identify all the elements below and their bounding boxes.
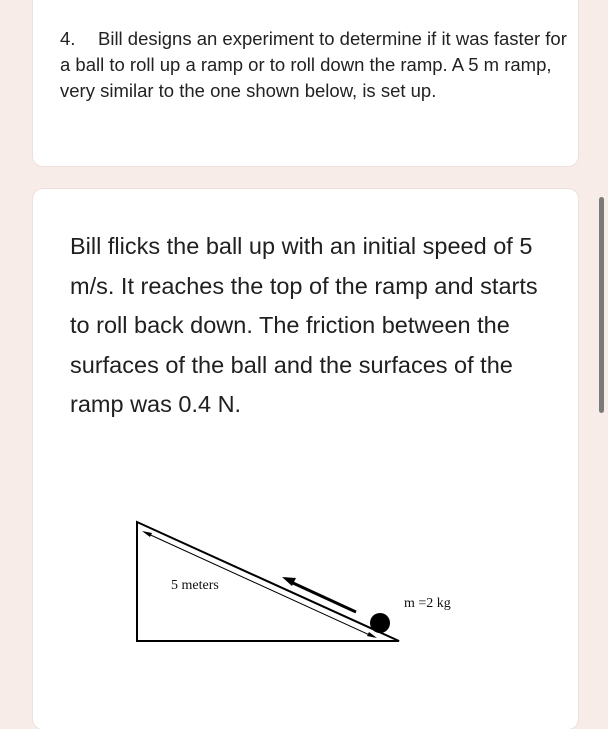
question-text: Bill designs an experiment to determine if it was faster for a ball to roll up a ramp or to roll down the ramp. A 5 m ramp, very similar to the one shown below, is set up. — [60, 28, 567, 101]
problem-text: Bill flicks the ball up with an initial speed of 5 m/s. It reaches the top of the ramp and starts to roll back down. The friction between the surfaces of the ball and the surfaces of the ramp was 0.4 N. — [70, 233, 538, 417]
length-label: 5 meters — [171, 578, 219, 593]
ball — [370, 613, 390, 633]
mass-label: m =2 kg — [404, 596, 451, 611]
question-number: 4. — [60, 28, 76, 49]
length-arrow-head-top — [142, 531, 152, 537]
scrollbar-thumb[interactable] — [599, 197, 604, 413]
question-text-block — [60, 26, 570, 104]
ramp-figure — [133, 517, 473, 652]
length-arrow-head-bottom — [367, 632, 377, 638]
question-card — [33, 0, 578, 166]
